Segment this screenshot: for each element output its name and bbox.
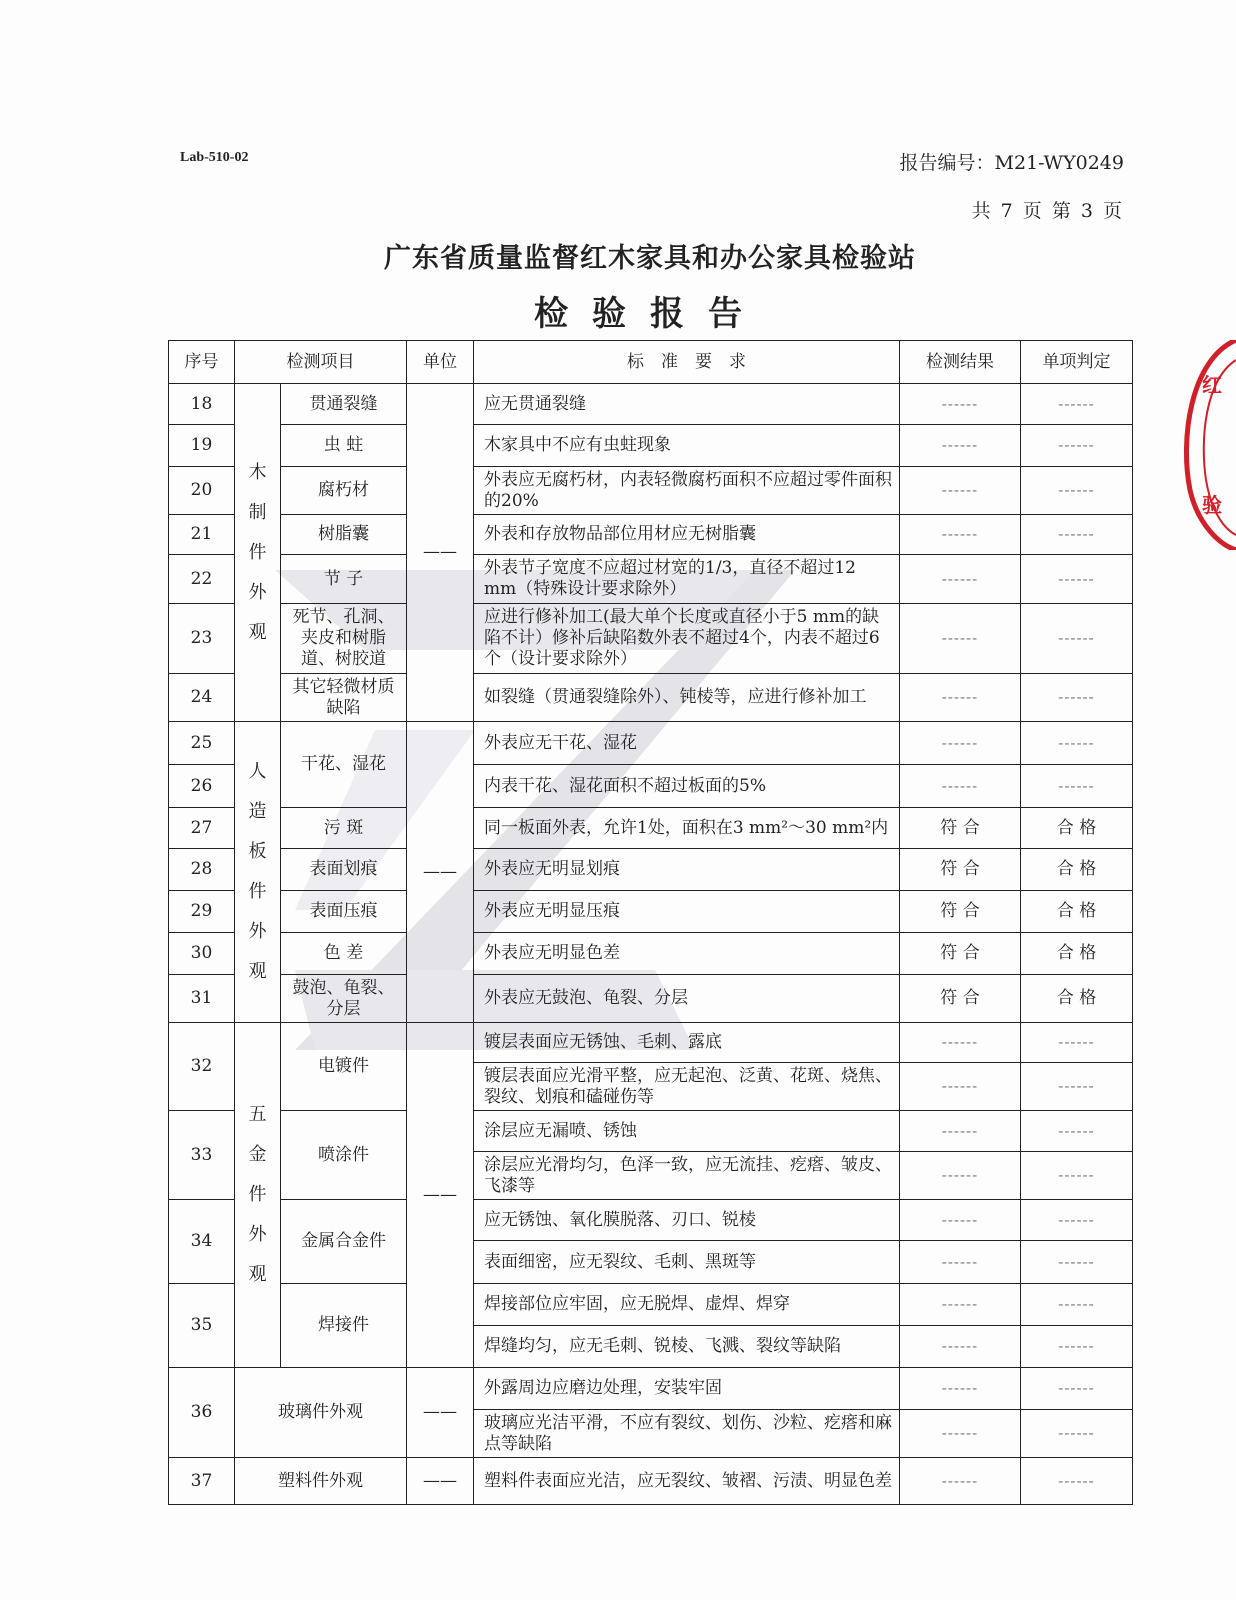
requirement: 应无贯通裂缝 [474,384,900,425]
table-row [169,384,1133,425]
requirement: 镀层表面应无锈蚀、毛刺、露底 [474,1023,900,1063]
result: ------ [900,467,1021,515]
table-row [169,515,1133,555]
page-info: 共 7 页 第 3 页 [971,200,1124,222]
verdict: ------ [1021,555,1133,604]
row-no: 34 [169,1200,235,1284]
verdict: ------ [1021,604,1133,674]
verdict: 合 格 [1021,849,1133,891]
result: ------ [900,604,1021,674]
category-glass: 玻璃件外观 [235,1368,407,1458]
verdict: ------ [1021,1326,1133,1368]
requirement: 外表应无腐朽材，内表轻微腐朽面积不应超过零件面积的20% [474,467,900,515]
requirement: 外表应无明显压痕 [474,891,900,933]
requirement: 镀层表面应光滑平整，应无起泡、泛黄、花斑、烧焦、裂纹、划痕和磕碰伤等 [474,1063,900,1111]
unit-cell: —— [407,1023,474,1368]
item-name: 焊接件 [281,1284,407,1368]
col-header-requirement: 标 准 要 求 [474,341,900,384]
col-header-verdict: 单项判定 [1021,341,1133,384]
row-no: 22 [169,555,235,604]
table-row [169,604,1133,674]
verdict: ------ [1021,1152,1133,1200]
svg-text:红: 红 [1202,373,1222,397]
verdict: ------ [1021,1368,1133,1410]
item-name: 污 斑 [281,808,407,849]
item-name: 电镀件 [281,1023,407,1111]
table-row [169,674,1133,722]
verdict: 合 格 [1021,808,1133,849]
result: ------ [900,1368,1021,1410]
row-no: 26 [169,765,235,808]
unit-cell: —— [407,384,474,722]
table-row [169,467,1133,515]
result: 符 合 [900,849,1021,891]
requirement: 焊缝均匀，应无毛刺、锐棱、飞溅、裂纹等缺陷 [474,1326,900,1368]
row-no: 31 [169,975,235,1023]
row-no: 36 [169,1368,235,1458]
category-metal: 五金件外观 [235,1023,281,1368]
result: 符 合 [900,933,1021,975]
table-row [169,975,1133,1023]
unit-cell: —— [407,722,474,1023]
verdict: ------ [1021,1241,1133,1284]
result: ------ [900,722,1021,765]
verdict: ------ [1021,674,1133,722]
item-name: 喷涂件 [281,1111,407,1200]
category-board: 人造板件外观 [235,722,281,1023]
table-row [169,722,1133,765]
verdict: ------ [1021,722,1133,765]
unit-cell: —— [407,1368,474,1458]
row-no: 37 [169,1458,235,1505]
table-row [169,1368,1133,1410]
item-name: 表面压痕 [281,891,407,933]
row-no: 35 [169,1284,235,1368]
item-name: 干花、湿花 [281,722,407,808]
result: ------ [900,515,1021,555]
verdict: ------ [1021,515,1133,555]
row-no: 28 [169,849,235,891]
row-no: 20 [169,467,235,515]
row-no: 18 [169,384,235,425]
requirement: 外表应无明显划痕 [474,849,900,891]
result: ------ [900,1241,1021,1284]
category-plastic: 塑料件外观 [235,1458,407,1505]
verdict: ------ [1021,1284,1133,1326]
requirement: 外表应无干花、湿花 [474,722,900,765]
result: ------ [900,1326,1021,1368]
requirement: 外露周边应磨边处理，安装牢固 [474,1368,900,1410]
lab-code: Lab-510-02 [180,150,249,165]
result: 符 合 [900,808,1021,849]
item-name: 其它轻微材质缺陷 [281,674,407,722]
table-row [169,1111,1133,1152]
verdict: ------ [1021,1458,1133,1505]
row-no: 23 [169,604,235,674]
result: ------ [900,1111,1021,1152]
item-name: 虫 蛀 [281,425,407,467]
verdict: ------ [1021,1023,1133,1063]
row-no: 30 [169,933,235,975]
result: ------ [900,1284,1021,1326]
verdict: 合 格 [1021,975,1133,1023]
verdict: ------ [1021,1410,1133,1458]
result: 符 合 [900,891,1021,933]
requirement: 涂层应无漏喷、锈蚀 [474,1111,900,1152]
row-no: 25 [169,722,235,765]
verdict: ------ [1021,1200,1133,1241]
requirement: 同一板面外表，允许1处，面积在3 mm²～30 mm²内 [474,808,900,849]
item-name: 贯通裂缝 [281,384,407,425]
report-number: 报告编号：M21-WY0249 [899,152,1124,174]
requirement: 外表节子宽度不应超过材宽的1/3，直径不超过12 mm（特殊设计要求除外） [474,555,900,604]
col-header-unit: 单位 [407,341,474,384]
table-header-row [169,341,1133,384]
requirement: 涂层应光滑均匀，色泽一致，应无流挂、疙瘩、皱皮、飞漆等 [474,1152,900,1200]
verdict: ------ [1021,1063,1133,1111]
requirement: 外表应无明显色差 [474,933,900,975]
row-no: 33 [169,1111,235,1200]
item-name: 鼓泡、龟裂、分层 [281,975,407,1023]
verdict: ------ [1021,384,1133,425]
requirement: 内表干花、湿花面积不超过板面的5% [474,765,900,808]
org-name: 广东省质量监督红木家具和办公家具检验站 [384,243,916,274]
row-no: 21 [169,515,235,555]
requirement: 塑料件表面应光洁，应无裂纹、皱褶、污渍、明显色差 [474,1458,900,1505]
result: ------ [900,1023,1021,1063]
result: ------ [900,384,1021,425]
item-name: 金属合金件 [281,1200,407,1284]
requirement: 外表应无鼓泡、龟裂、分层 [474,975,900,1023]
table-row [169,808,1133,849]
verdict: ------ [1021,765,1133,808]
requirement: 表面细密，应无裂纹、毛刺、黑斑等 [474,1241,900,1284]
table-row [169,425,1133,467]
result: ------ [900,1410,1021,1458]
table-row [169,933,1133,975]
table-row [169,849,1133,891]
requirement: 应进行修补加工(最大单个长度或直径小于5 mm的缺陷不计）修补后缺陷数外表不超过4个，内表不超过6个（设计要求除外） [474,604,900,674]
result: 符 合 [900,975,1021,1023]
requirement: 玻璃应光洁平滑，不应有裂纹、划伤、沙粒、疙瘩和麻点等缺陷 [474,1410,900,1458]
item-name: 死节、孔洞、夹皮和树脂道、树胶道 [281,604,407,674]
table-row [169,1284,1133,1326]
requirement: 木家具中不应有虫蛀现象 [474,425,900,467]
red-seal-stamp-icon [1180,340,1236,550]
row-no: 27 [169,808,235,849]
result: ------ [900,674,1021,722]
row-no: 32 [169,1023,235,1111]
result: ------ [900,555,1021,604]
verdict: 合 格 [1021,933,1133,975]
row-no: 19 [169,425,235,467]
result: ------ [900,1152,1021,1200]
requirement: 外表和存放物品部位用材应无树脂囊 [474,515,900,555]
item-name: 表面划痕 [281,849,407,891]
col-header-item: 检测项目 [235,341,407,384]
row-no: 24 [169,674,235,722]
col-header-no: 序号 [169,341,235,384]
requirement: 如裂缝（贯通裂缝除外）、钝棱等，应进行修补加工 [474,674,900,722]
result: ------ [900,765,1021,808]
result: ------ [900,1200,1021,1241]
item-name: 色 差 [281,933,407,975]
table-row [169,555,1133,604]
item-name: 节 子 [281,555,407,604]
row-no: 29 [169,891,235,933]
table-row [169,1023,1133,1063]
inspection-table [168,340,1133,1505]
table-row [169,1458,1133,1505]
category-wood: 木制件外观 [235,384,281,722]
result: ------ [900,1063,1021,1111]
verdict: ------ [1021,1111,1133,1152]
col-header-result: 检测结果 [900,341,1021,384]
requirement: 应无锈蚀、氧化膜脱落、刃口、锐棱 [474,1200,900,1241]
item-name: 腐朽材 [281,467,407,515]
result: ------ [900,425,1021,467]
requirement: 焊接部位应牢固，应无脱焊、虚焊、焊穿 [474,1284,900,1326]
table-row [169,891,1133,933]
verdict: ------ [1021,467,1133,515]
result: ------ [900,1458,1021,1505]
verdict: 合 格 [1021,891,1133,933]
doc-title: 检验报告 [534,294,766,334]
item-name: 树脂囊 [281,515,407,555]
table-row [169,1200,1133,1241]
svg-text:验: 验 [1202,493,1222,517]
verdict: ------ [1021,425,1133,467]
unit-cell: —— [407,1458,474,1505]
